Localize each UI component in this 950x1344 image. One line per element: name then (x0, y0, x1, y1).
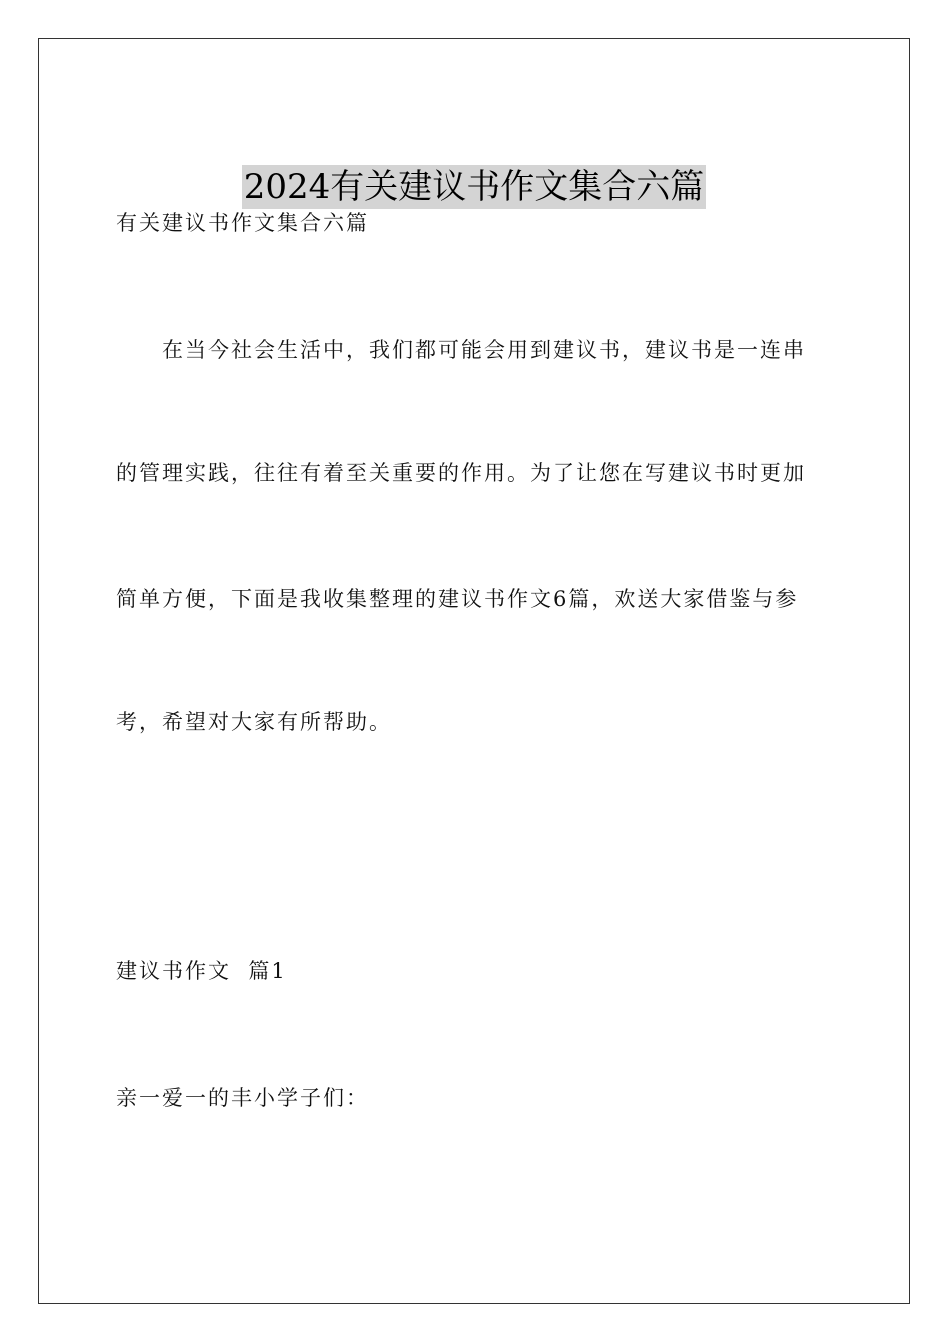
section-heading: 建议书作文 篇1 (116, 959, 287, 983)
intro-line-1: 在当今社会生活中，我们都可能会用到建议书，建议书是一连串 (162, 338, 806, 362)
salutation: 亲一爱一的丰小学子们： (116, 1086, 369, 1110)
title-container (39, 165, 909, 209)
intro-line-3: 简单方便，下面是我收集整理的建议书作文6篇，欢送大家借鉴与参 (116, 587, 799, 611)
intro-line-2: 的管理实践，往往有着至关重要的作用。为了让您在写建议书时更加 (116, 461, 806, 485)
document-title: 2024有关建议书作文集合六篇 (243, 167, 705, 207)
intro-line-4: 考，希望对大家有所帮助。 (116, 710, 392, 734)
document-subtitle: 有关建议书作文集合六篇 (116, 211, 369, 235)
